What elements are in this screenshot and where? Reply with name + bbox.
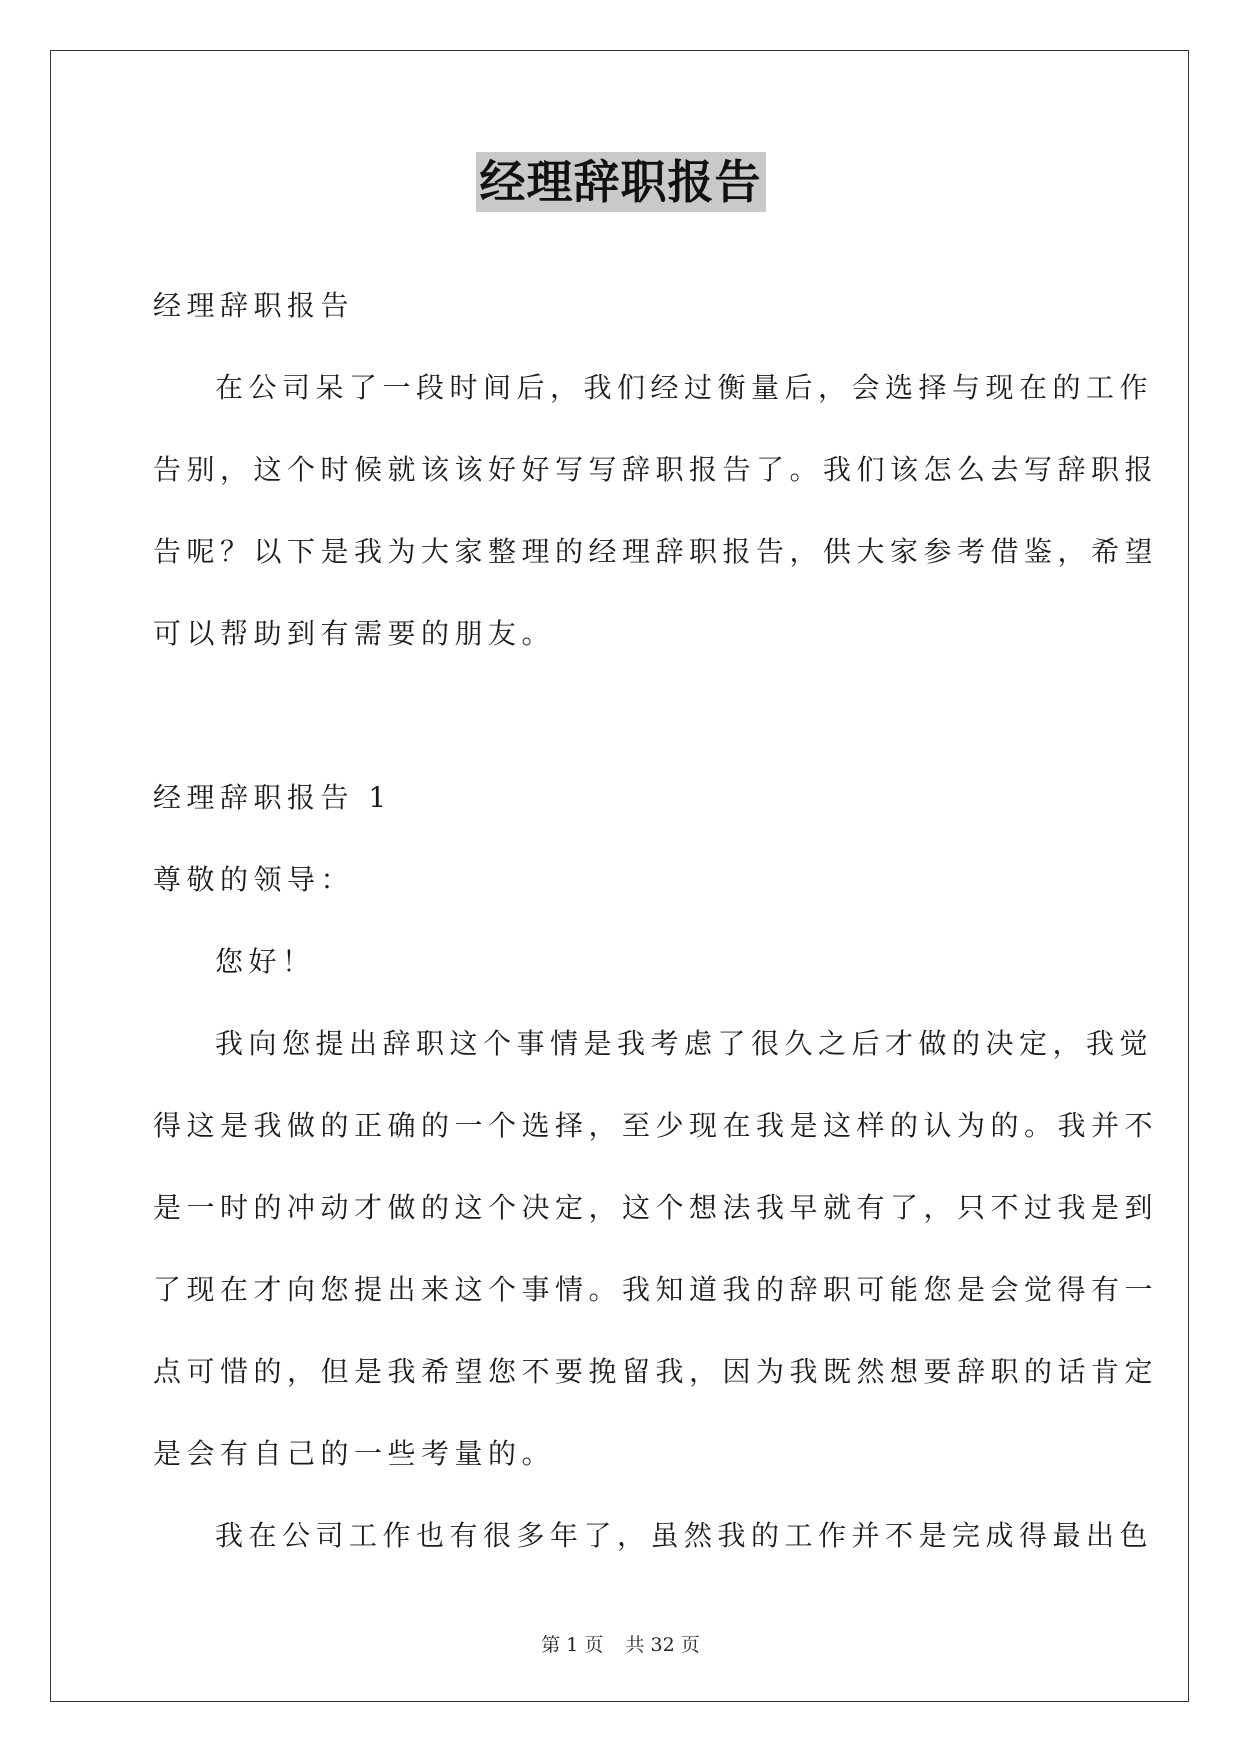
paragraph-line: 得这是我做的正确的一个选择，至少现在我是这样的认为的。我并不 — [153, 1109, 1159, 1142]
subtitle: 经理辞职报告 — [153, 289, 355, 322]
salutation: 尊敬的领导： — [153, 863, 355, 896]
greeting: 您好！ — [215, 945, 316, 978]
paragraph-line: 了现在才向您提出来这个事情。我知道我的辞职可能您是会觉得有一 — [153, 1273, 1159, 1306]
spacer — [153, 675, 1093, 757]
intro-line: 可以帮助到有需要的朋友。 — [153, 617, 556, 650]
document-body — [153, 265, 1159, 1577]
paragraph-line: 我向您提出辞职这个事情是我考虑了很久之后才做的决定，我觉 — [215, 1027, 1154, 1060]
paragraph-line: 是会有自己的一些考量的。 — [153, 1437, 556, 1470]
section-heading: 经理辞职报告 1 — [153, 781, 392, 814]
page-footer — [0, 1630, 1241, 1657]
page-total: 共 32 页 — [625, 1634, 700, 1656]
intro-line: 告呢？以下是我为大家整理的经理辞职报告，供大家参考借鉴，希望 — [153, 535, 1159, 568]
paragraph-line: 点可惜的，但是我希望您不要挽留我，因为我既然想要辞职的话肯定 — [153, 1355, 1159, 1388]
page-number: 第 1 页 — [541, 1634, 604, 1656]
document-title: 经理辞职报告 — [476, 152, 766, 212]
paragraph-line: 是一时的冲动才做的这个决定，这个想法我早就有了，只不过我是到 — [153, 1191, 1159, 1224]
intro-line: 告别，这个时候就该该好好写写辞职报告了。我们该怎么去写辞职报 — [153, 453, 1159, 486]
title-area — [0, 152, 1241, 212]
intro-line: 在公司呆了一段时间后，我们经过衡量后，会选择与现在的工作 — [215, 371, 1154, 404]
paragraph-line: 我在公司工作也有很多年了，虽然我的工作并不是完成得最出色 — [215, 1519, 1154, 1552]
